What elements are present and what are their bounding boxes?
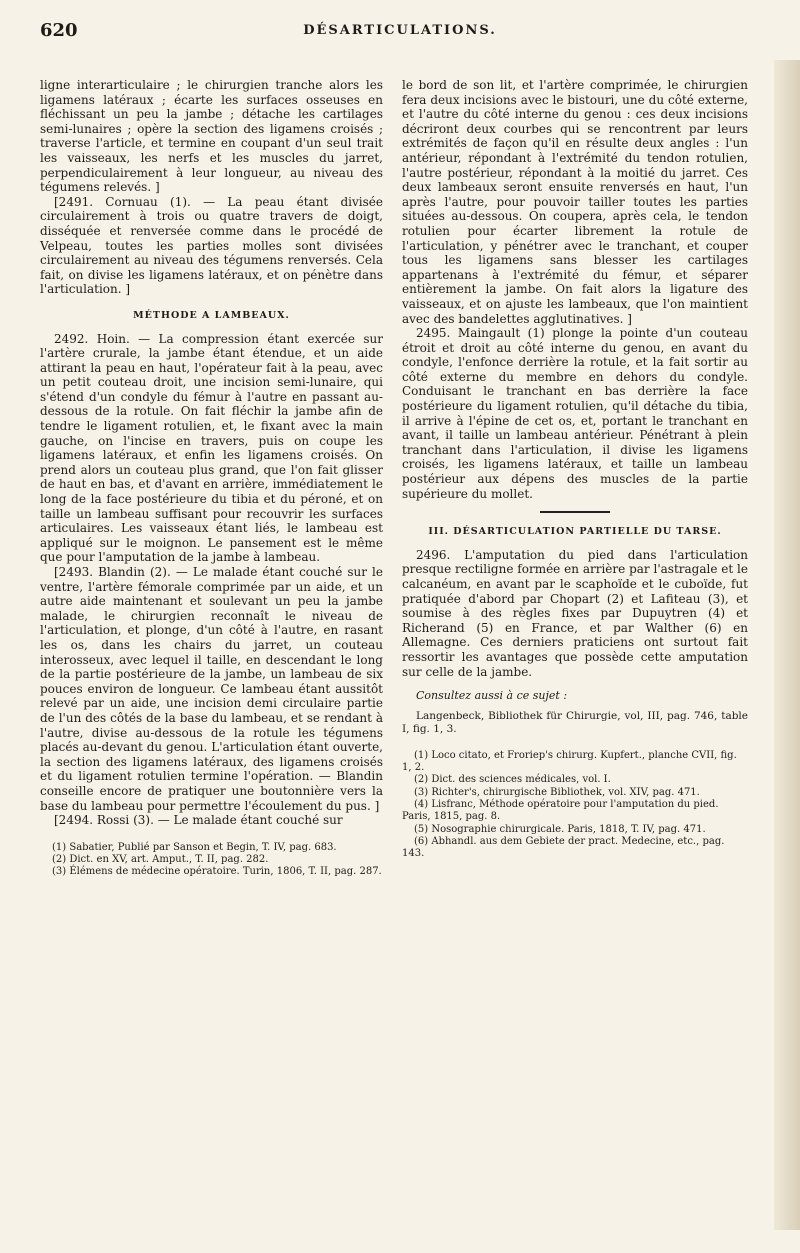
footnote: (6) Abhandl. aus dem Gebiete der pract. Medecine, etc., pag. 143.: [402, 835, 725, 860]
reference: Langenbeck, Bibliothek für Chirurgie, vol, III, pag. 746, table I, fig. 1, 3.: [402, 709, 748, 735]
footnote: (4) Lisfranc, Méthode opératoire pour l'amputation du pied. Paris, 1815, pag. 8.: [402, 798, 719, 823]
separator-rule: [540, 511, 610, 513]
paragraph: [2491. Cornuau (1). — La peau étant divisée circulairement à trois ou quatre travers de doigt, disséquée et renversée comme dans le procédé de Velpeau, toutes les parties molles sont divisées circulairement au niveau des tégumens renversés. Cela fait, on divise les ligamens latéraux, et on pénètre dans l'articulation. ]: [40, 194, 383, 297]
footnote: (2) Dict. des sciences médicales, vol. I.: [414, 774, 611, 786]
footnote: (3) Élémens de médecine opératoire. Turin, 1806, T. II, pag. 287.: [52, 866, 382, 878]
paragraph: 2496. L'amputation du pied dans l'articulation presque rectiligne formée en arrière par l'astragale et le calcanéum, en avant par le scaphoïde et le cuboïde, fut pratiquée d'abord par Chopart (2) et Lafiteau (3), et soumise à des règles fixes par Dupuytren (4) et Richerand (5) en France, et par Walther (6) en Allemagne. Ces derniers praticiens ont surtout fait ressortir les avantages que possède cette amputation sur celle de la jambe.: [402, 547, 748, 679]
page-header: [40, 20, 760, 46]
footnote: (5) Nosographie chirurgicale. Paris, 1818, T. IV, pag. 471.: [414, 823, 706, 835]
paragraph: 2495. Maingault (1) plonge la pointe d'un couteau étroit et droit au côté interne du genou, en avant du condyle, l'enfonce derrière la rotule, et la fait sortir au côté externe du membre en dehors du condyle. Conduisant le tranchant en bas derrière la face postérieure du ligament rotulien, qu'il détache du tibia, il arrive à l'épine de cet os, et, portant le tranchant en avant, il taille un lambeau antérieur. Pénétrant à plein tranchant dans l'articulation, il divise les ligamens croisés, les ligamens latéraux, et taille un lambeau postérieur aux dépens des muscles de la partie supérieure du mollet.: [402, 326, 748, 501]
footnote: (2) Dict. en XV, art. Amput., T. II, pag. 282.: [52, 853, 269, 865]
paragraph: [2493. Blandin (2). — Le malade étant couché sur le ventre, l'artère fémorale comprimée par un aide, et un autre aide maintenant et soulevant un peu la jambe malade, le chirurgien reconnaît le niveau de l'articulation, et plonge, d'un côté à l'autre, en rasant les os, dans les chairs du jarret, un couteau interosseux, avec lequel il taille, en descendant le long de la partie postérieure de la jambe, un lambeau de six pouces environ de longueur. Ce lambeau étant aussitôt relevé par un aide, une incision demi circulaire partie de l'un des côtés de la base du lambeau, et se rendant à l'autre, divise au-dessous de la rotule les tégumens placés au-devant du genou. L'articulation étant ouverte, la section des ligamens latéraux, des ligamens croisés et du ligament rotulien termine l'opération. — Blandin conseille encore de pratiquer une boutonnière vers la base du lambeau pour permettre l'écoulement du pus. ]: [40, 565, 383, 813]
footnotes: [40, 842, 383, 879]
right-column: [402, 78, 748, 860]
section-heading: MÉTHODE A LAMBEAUX.: [133, 309, 290, 321]
paragraph: [2494. Rossi (3). — Le malade étant couché sur: [54, 813, 343, 828]
footnote: (1) Sabatier, Publié par Sanson et Begin, T. IV, pag. 683.: [52, 841, 337, 853]
section-heading: III. DÉSARTICULATION PARTIELLE DU TARSE.: [428, 526, 722, 538]
page-number: 620: [40, 20, 78, 41]
footnotes: [402, 750, 748, 861]
paragraph: ligne interarticulaire ; le chirurgien tranche alors les ligamens latéraux ; écarte les surfaces osseuses en fléchissant un peu la jambe ; détache les cartilages semi-lunaires ; opère la section des ligamens croisés ; traverse l'article, et termine en coupant d'un seul trait les vaisseaux, les nerfs et les muscles du jarret, perpendiculairement à leur longueur, au niveau des tégumens relevés. ]: [40, 78, 383, 195]
running-head: DÉSARTICULATIONS.: [303, 23, 497, 38]
footnote: (3) Richter's, chirurgische Bibliothek, vol. XIV, pag. 471.: [414, 786, 700, 798]
facing-page-edge: [774, 60, 800, 1230]
footnote: (1) Loco citato, et Froriep's chirurg. Kupfert., planche CVII, fig. 1, 2.: [402, 749, 737, 774]
consult-note: Consultez aussi à ce sujet :: [416, 689, 568, 703]
paragraph: 2492. Hoin. — La compression étant exercée sur l'artère crurale, la jambe étant étendue, et un aide attirant la peau en haut, l'opérateur fait à la peau, avec un petit couteau droit, une incision semi-lunaire, qui s'étend d'un condyle du fémur à l'autre en passant au-dessous de la rotule. On fait fléchir la jambe afin de tendre le ligament rotulien, et, le fixant avec la main gauche, on l'incise en travers, puis on coupe les ligamens latéraux, et enfin les ligamens croisés. On prend alors un couteau plus grand, que l'on fait glisser de haut en bas, et d'avant en arrière, immédiatement le long de la face postérieure du tibia et du péroné, et on taille un lambeau suffisant pour recouvrir les surfaces articulaires. Les vaisseaux étant liés, le lambeau est appliqué sur le moignon. Le pansement est le même que pour l'amputation de la jambe à lambeau.: [40, 331, 383, 565]
paragraph: le bord de son lit, et l'artère comprimée, le chirurgien fera deux incisions avec le bistouri, une du côté externe, et l'autre du côté interne du genou : ces deux incisions décriront deux courbes qui se rencontrent par leurs extrémités de façon qu'il en résulte deux angles : l'un antérieur, répondant à l'extrémité du tendon rotulien, l'autre postérieur, répondant à la moitié du jarret. Ces deux lambeaux seront ensuite renversés en haut, l'un après l'autre, pour pouvoir tailler toutes les parties situées au-dessous. On coupera, après cela, le tendon rotulien pour écarter librement la rotule de l'articulation, y pénétrer avec le tranchant, et couper tous les ligamens sans blesser les cartilages appartenans à l'extrémité du fémur, et séparer entièrement la jambe. On fait alors la ligature des vaisseaux, et on ajuste les lambeaux, que l'on maintient avec des bandelettes agglutinatives. ]: [402, 78, 748, 326]
left-column: [40, 78, 383, 879]
